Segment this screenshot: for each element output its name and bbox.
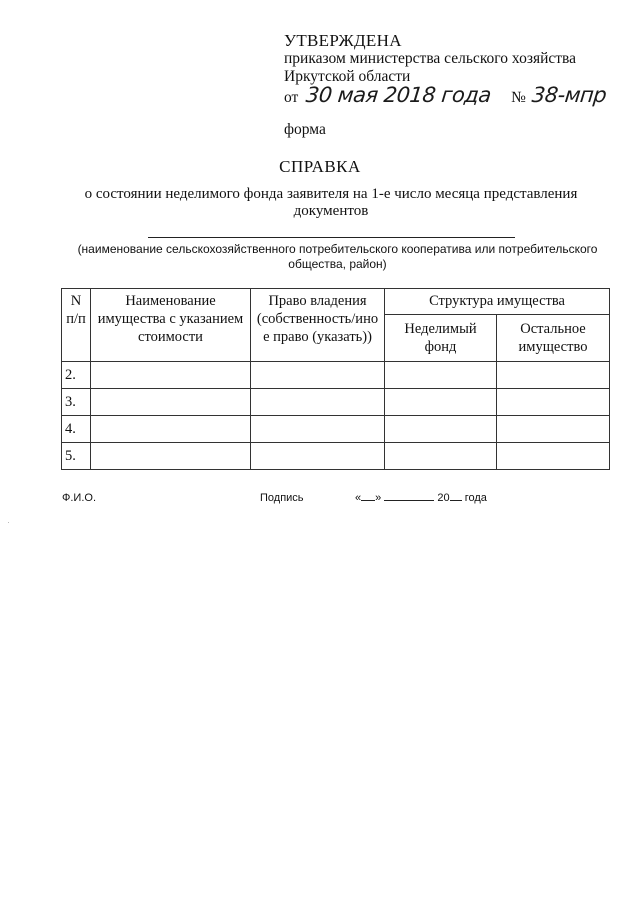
handwritten-date: 30 мая 2018 года — [305, 83, 493, 107]
row-indivisible-cell[interactable] — [385, 389, 497, 416]
table-row — [62, 389, 610, 416]
row-name-cell[interactable] — [91, 389, 251, 416]
row-ownership-cell[interactable] — [251, 362, 385, 389]
row-num: 5. — [62, 443, 91, 470]
scan-speck — [8, 522, 9, 523]
order-from-label: от — [284, 89, 299, 106]
row-other-cell[interactable] — [497, 389, 610, 416]
row-name-cell[interactable] — [91, 362, 251, 389]
month-blank[interactable] — [384, 500, 434, 501]
row-ownership-cell[interactable] — [251, 416, 385, 443]
date-open-quote: « — [355, 492, 362, 504]
approval-block — [284, 32, 606, 107]
approval-line-2: Иркутской области — [284, 68, 411, 85]
fio-label: Ф.И.О. — [62, 492, 96, 504]
header-other: Остальное имущество — [497, 315, 610, 362]
header-ownership: Право владения (собственность/ино е право (указать)) — [251, 289, 385, 362]
document-title: СПРАВКА — [279, 157, 361, 176]
row-name-cell[interactable] — [91, 443, 251, 470]
order-number-label: № — [511, 89, 526, 106]
row-indivisible-cell[interactable] — [385, 443, 497, 470]
document-subtitle: о состоянии неделимого фонда заявителя на 1-е число месяца представления документов — [84, 186, 578, 219]
property-table — [61, 288, 610, 470]
row-name-cell[interactable] — [91, 416, 251, 443]
row-ownership-cell[interactable] — [251, 443, 385, 470]
header-structure: Структура имущества — [385, 289, 610, 315]
row-other-cell[interactable] — [497, 362, 610, 389]
row-other-cell[interactable] — [497, 416, 610, 443]
signature-label: Подпись — [260, 492, 304, 504]
row-other-cell[interactable] — [497, 443, 610, 470]
date-field — [355, 492, 487, 504]
organization-name-fill-line[interactable] — [148, 237, 515, 238]
row-indivisible-cell[interactable] — [385, 362, 497, 389]
day-blank[interactable] — [361, 500, 375, 501]
organization-name-caption: (наименование сельскохозяйственного потребительского кооператива или потребительского общества, район) — [77, 242, 598, 271]
table-row — [62, 362, 610, 389]
year-blank[interactable] — [450, 500, 462, 501]
row-num: 2. — [62, 362, 91, 389]
header-num: N п/п — [62, 289, 91, 362]
header-name: Наименование имущества с указанием стоимости — [91, 289, 251, 362]
table-row — [62, 443, 610, 470]
order-line — [284, 83, 608, 107]
year-suffix: года — [464, 492, 487, 504]
approval-title: УТВЕРЖДЕНА — [284, 31, 402, 50]
row-num: 4. — [62, 416, 91, 443]
handwritten-order-number: 38-мпр — [530, 83, 608, 107]
table-row — [62, 416, 610, 443]
row-num: 3. — [62, 389, 91, 416]
form-label: форма — [284, 121, 326, 138]
row-indivisible-cell[interactable] — [385, 416, 497, 443]
table-header-row — [62, 289, 610, 315]
year-prefix: 20 — [437, 492, 450, 504]
approval-line-1: приказом министерства сельского хозяйства — [284, 50, 577, 67]
date-close-quote: » — [375, 492, 382, 504]
header-indivisible: Неделимый фонд — [385, 315, 497, 362]
row-ownership-cell[interactable] — [251, 389, 385, 416]
